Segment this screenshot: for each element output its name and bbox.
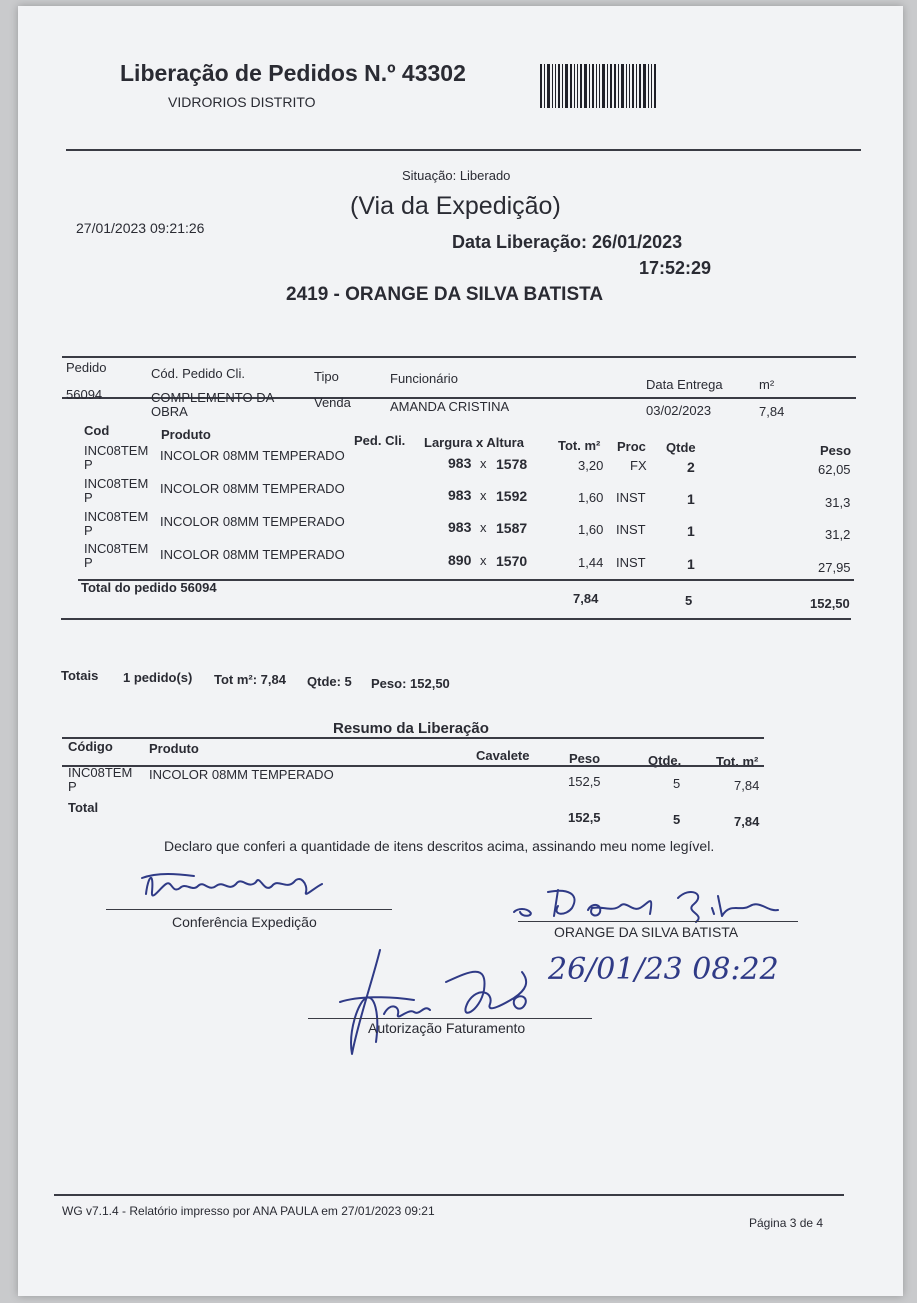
item-proc: INST [616,490,646,505]
item-cod-suffix: P [84,490,93,505]
pedido-table-top [62,356,856,358]
resumo-col-qtde: Qtde. [648,753,682,768]
printed-timestamp: 27/01/2023 09:21:26 [76,220,205,236]
item-altura: 1592 [496,488,528,504]
page-number: Página 3 de 4 [749,1216,824,1230]
item-cod-suffix: P [84,523,93,538]
barcode-bar [648,64,649,108]
barcode-bar [562,64,563,108]
barcode-bar [618,64,619,108]
item-produto: INCOLOR 08MM TEMPERADO [160,481,345,496]
data-liberacao: Data Liberação: 26/01/2023 [452,232,683,252]
pedido-data-entrega: 03/02/2023 [646,403,712,418]
barcode-bar [540,64,542,108]
barcode-bar [614,64,616,108]
barcode-bar [636,64,637,108]
item-produto: INCOLOR 08MM TEMPERADO [160,514,345,529]
col-proc: Proc [617,439,646,454]
header-divider [66,149,861,151]
handwritten-date: 26/01/23 08:22 [548,952,779,987]
barcode-bar [643,64,646,108]
item-produto: INCOLOR 08MM TEMPERADO [160,547,345,562]
signature-autorizacao [318,942,558,1064]
barcode-bar [607,64,608,108]
col-largura-altura: Largura x Altura [424,435,524,450]
barcode-bar [547,64,550,108]
total-pedido-m2: 7,84 [573,591,599,606]
item-largura: 983 [448,519,472,535]
footer-divider [54,1194,844,1196]
col-produto: Produto [161,427,211,442]
col-tipo: Tipo [314,369,339,384]
item-x: x [480,488,487,503]
situacao: Situação: Liberado [402,168,511,183]
cliente-nome: 2419 - ORANGE DA SILVA BATISTA [286,284,604,305]
pedido-funcionario: AMANDA CRISTINA [390,399,510,414]
item-proc: FX [630,458,647,473]
resumo-title: Resumo da Liberação [333,720,489,737]
item-qtde: 2 [687,459,695,475]
barcode-bar [621,64,624,108]
report-title: Liberação de Pedidos N.º 43302 [120,60,466,86]
item-tot-m2: 3,20 [578,458,604,473]
item-qtde: 1 [687,523,695,539]
cod-pedido-line1: COMPLEMENTO DA [151,390,275,405]
col-qtde: Qtde [666,440,696,455]
item-x: x [480,520,487,535]
barcode-bar [654,64,656,108]
item-peso: 27,95 [818,560,851,575]
item-tot-m2: 1,60 [578,522,604,537]
col-funcionario: Funcionário [390,371,458,386]
col-m2: m² [759,377,775,392]
barcode-bar [580,64,582,108]
barcode-bar [555,64,556,108]
barcode [540,64,680,108]
resumo-produto: INCOLOR 08MM TEMPERADO [149,767,334,782]
totais-label: Totais [61,668,99,683]
resumo-total-qtde: 5 [673,812,681,827]
resumo-tot-m2: 7,84 [734,778,760,793]
item-cod: INC08TEM [84,509,149,524]
item-x: x [480,456,487,471]
col-data-entrega: Data Entrega [646,377,723,392]
total-pedido-peso: 152,50 [810,596,850,611]
item-tot-m2: 1,60 [578,490,604,505]
item-altura: 1570 [496,553,528,569]
barcode-bar [584,64,587,108]
barcode-bar [632,64,634,108]
barcode-bar [570,64,572,108]
resumo-col-produto: Produto [149,741,199,756]
barcode-bar [552,64,553,108]
item-peso: 62,05 [818,462,851,477]
signature-cliente [508,882,808,924]
item-largura: 983 [448,455,472,471]
barcode-bar [596,64,597,108]
col-cod-pedido-cli: Cód. Pedido Cli. [151,366,245,381]
resumo-total-label: Total [68,800,99,815]
item-produto: INCOLOR 08MM TEMPERADO [160,448,345,463]
resumo-qtde: 5 [673,776,681,791]
footer-printed-by: WG v7.1.4 - Relatório impresso por ANA PAULA em 27/01/2023 09:21 [62,1204,435,1218]
item-largura: 983 [448,487,472,503]
via-expedicao: (Via da Expedição) [350,192,561,220]
item-qtde: 1 [687,556,695,572]
itens-bottom-divider [61,618,851,620]
barcode-bar [558,64,560,108]
barcode-bar [544,64,545,108]
resumo-table-top [62,737,764,739]
resumo-col-cavalete: Cavalete [476,748,530,763]
barcode-bar [629,64,630,108]
barcode-bar [639,64,641,108]
cliente-label: ORANGE DA SILVA BATISTA [554,924,739,940]
item-altura: 1578 [496,456,528,472]
total-pedido-label: Total do pedido 56094 [81,580,217,595]
resumo-col-peso: Peso [569,751,601,766]
col-tot-m2: Tot. m² [558,438,601,453]
autorizacao-line [308,1018,592,1019]
barcode-bar [565,64,568,108]
total-pedido-qtde: 5 [685,593,693,608]
resumo-cod: INC08TEM [68,765,133,780]
item-peso: 31,2 [825,527,851,542]
barcode-bar [610,64,612,108]
pedido-numero: 56094 [66,387,103,402]
item-tot-m2: 1,44 [578,555,604,570]
barcode-bar [592,64,594,108]
totais-peso: Peso: 152,50 [371,676,450,691]
item-qtde: 1 [687,491,695,507]
totais-m2: Tot m²: 7,84 [214,672,286,687]
item-cod: INC08TEM [84,541,149,556]
conferencia-label: Conferência Expedição [172,914,317,930]
col-cod: Cod [84,423,110,438]
col-pedido: Pedido [66,360,107,375]
totais-qtde: Qtde: 5 [307,674,352,689]
autorizacao-label: Autorização Faturamento [368,1020,526,1036]
resumo-total-peso: 152,5 [568,810,601,825]
hora-liberacao: 17:52:29 [639,258,712,278]
resumo-total-m2: 7,84 [734,814,760,829]
item-peso: 31,3 [825,495,851,510]
barcode-bar [602,64,605,108]
barcode-bar [599,64,600,108]
pedido-m2: 7,84 [759,404,785,419]
resumo-peso: 152,5 [568,774,601,789]
resumo-cod-suffix: P [68,779,77,794]
conferencia-line [106,909,392,910]
item-proc: INST [616,555,646,570]
declaracao: Declaro que conferi a quantidade de itens descritos acima, assinando meu nome legível. [164,838,715,854]
barcode-bar [574,64,575,108]
totais-pedidos: 1 pedido(s) [123,670,193,685]
cod-pedido-line2: OBRA [151,404,188,419]
col-ped-cli: Ped. Cli. [354,433,406,448]
item-largura: 890 [448,552,472,568]
item-cod: INC08TEM [84,476,149,491]
resumo-col-tot-m2: Tot. m² [716,754,759,769]
col-peso: Peso [820,443,852,458]
report-page [18,6,903,1296]
company-name: VIDRORIOS DISTRITO [168,94,316,110]
cliente-line [518,921,798,922]
item-proc: INST [616,522,646,537]
barcode-bar [626,64,627,108]
item-x: x [480,553,487,568]
resumo-col-codigo: Código [68,739,113,754]
signature-conferencia [138,864,338,910]
barcode-bar [577,64,578,108]
pedido-tipo: Venda [314,395,351,410]
item-cod: INC08TEM [84,443,149,458]
item-cod-suffix: P [84,457,93,472]
barcode-bar [651,64,652,108]
barcode-bar [589,64,590,108]
item-altura: 1587 [496,520,528,536]
item-cod-suffix: P [84,555,93,570]
